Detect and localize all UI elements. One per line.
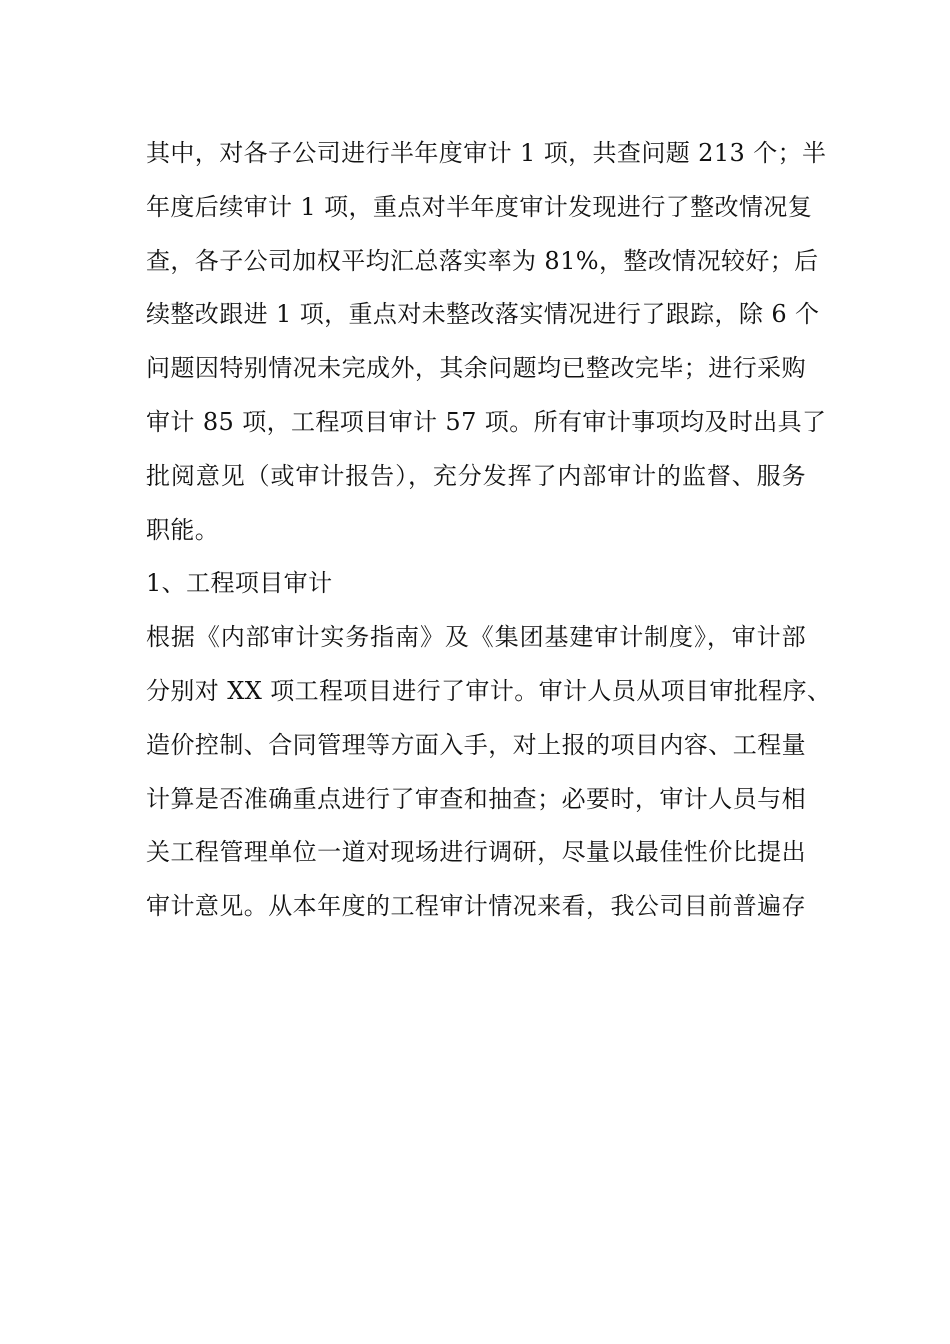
text-line-14: 关工程管理单位一道对现场进行调研，尽量以最佳性价比提出 bbox=[146, 838, 806, 867]
text-line-4: 续整改跟进 1 项，重点对未整改落实情况进行了跟踪，除 6 个 bbox=[146, 300, 820, 329]
text-line-2: 年度后续审计 1 项，重点对半年度审计发现进行了整改情况复 bbox=[146, 192, 813, 221]
text-line-6: 审计 85 项，工程项目审计 57 项。所有审计事项均及时出具了 bbox=[146, 407, 827, 436]
text-line-11: 分别对 XX 项工程项目进行了审计。审计人员从项目审批程序、 bbox=[146, 676, 832, 705]
document-body bbox=[146, 127, 832, 934]
section-heading: 1、工程项目审计 bbox=[146, 569, 333, 598]
text-line-12: 造价控制、合同管理等方面入手，对上报的项目内容、工程量 bbox=[146, 730, 806, 759]
text-line-5: 问题因特别情况未完成外，其余问题均已整改完毕；进行采购 bbox=[146, 354, 806, 383]
text-line-7: 批阅意见（或审计报告），充分发挥了内部审计的监督、服务 bbox=[146, 461, 806, 490]
text-line-15: 审计意见。从本年度的工程审计情况来看，我公司目前普遍存 bbox=[146, 892, 806, 921]
text-line-1: 其中，对各子公司进行半年度审计 1 项，共查问题 213 个；半 bbox=[146, 139, 827, 167]
text-line-8: 职能。 bbox=[146, 515, 220, 544]
text-line-3: 查，各子公司加权平均汇总落实率为 81%，整改情况较好；后 bbox=[146, 246, 819, 275]
text-line-13: 计算是否准确重点进行了审查和抽查；必要时，审计人员与相 bbox=[146, 784, 806, 813]
text-line-10: 根据《内部审计实务指南》及《集团基建审计制度》，审计部 bbox=[146, 623, 806, 652]
